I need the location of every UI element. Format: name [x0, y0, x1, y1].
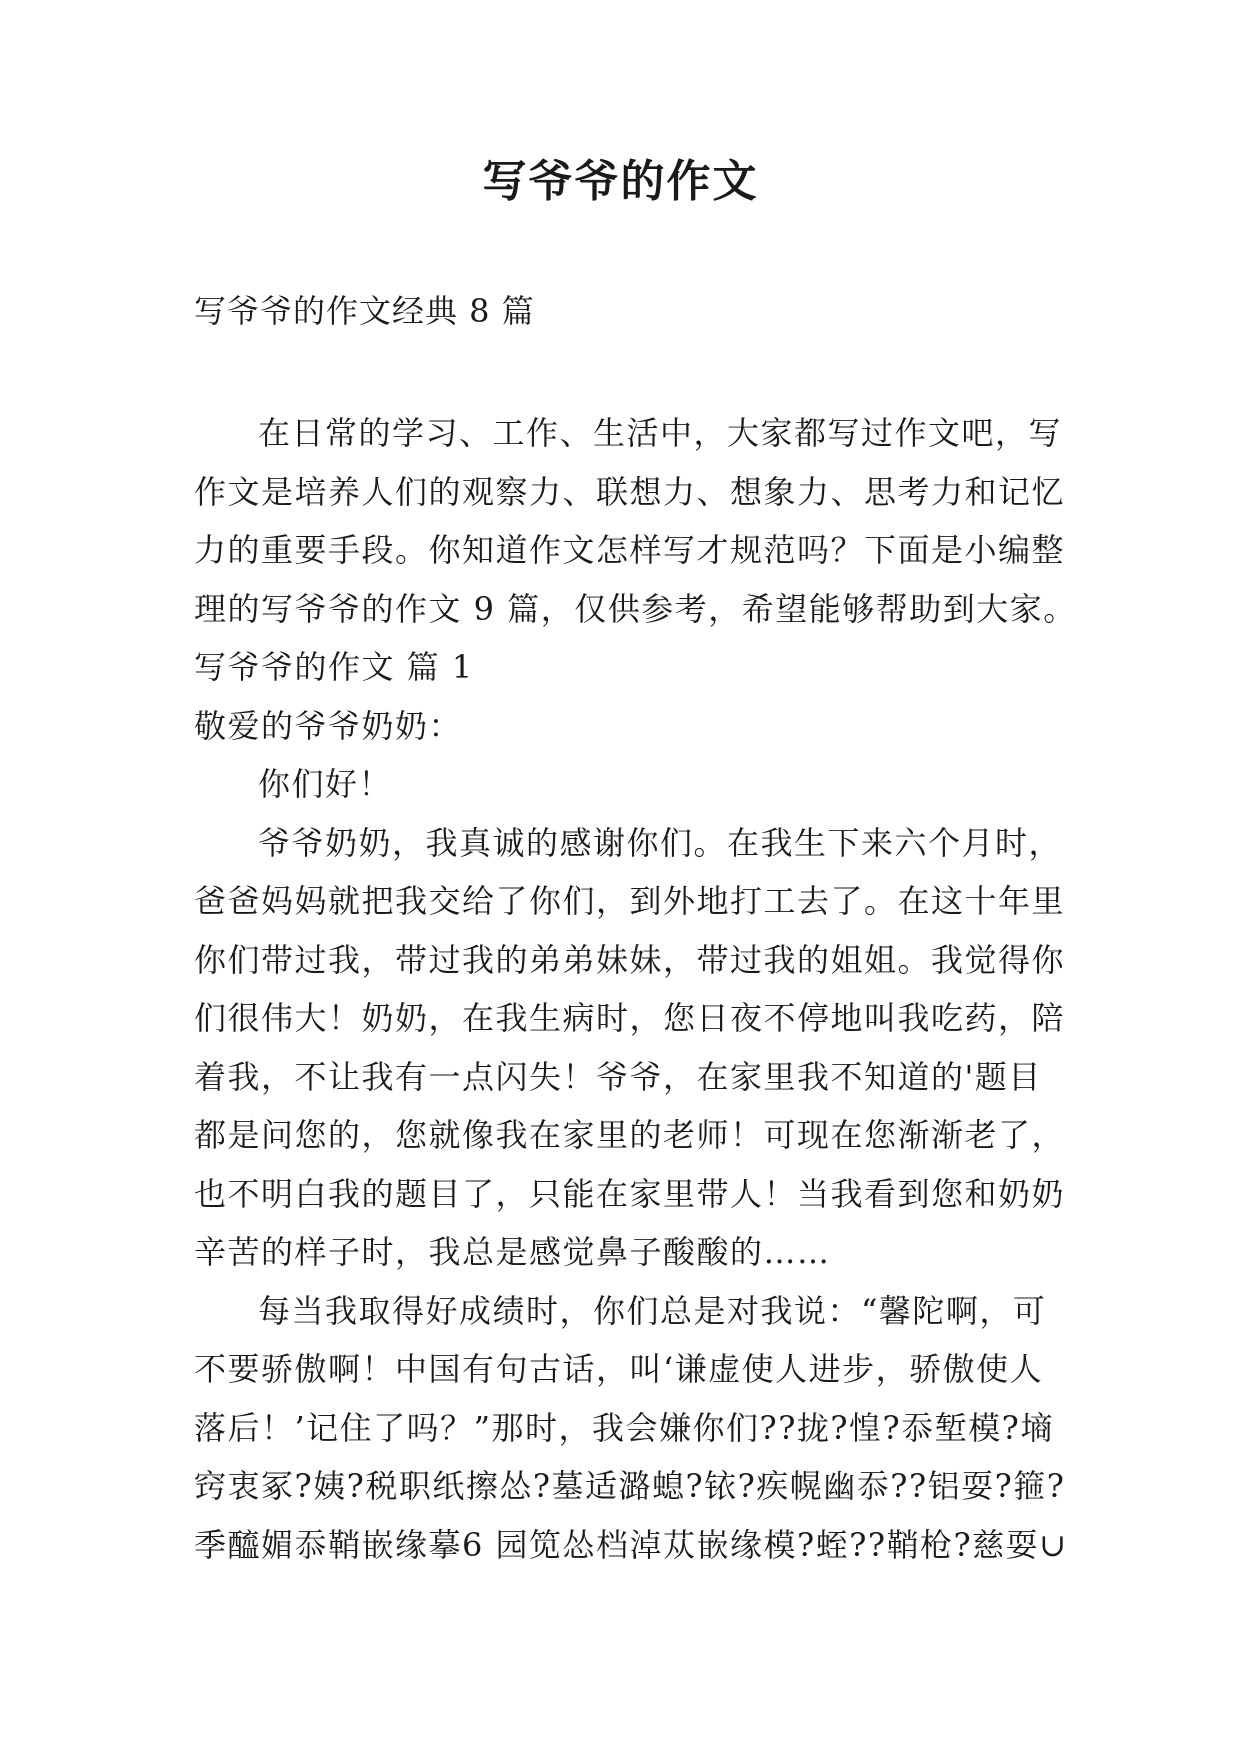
body-line: 也不明白我的题目了，只能在家里带人！当我看到您和奶奶 — [194, 1174, 1066, 1213]
body-line: 都是问您的，您就像我在家里的老师！可现在您渐渐老了， — [194, 1116, 1066, 1154]
body-line: 在日常的学习、工作、生活中，大家都写过作文吧，写 — [258, 414, 1063, 452]
body-line: 不要骄傲啊！中国有句古话，叫‘谦虚使人进步，骄傲使人 — [194, 1350, 1044, 1388]
body-line: 敬爱的爷爷奶奶： — [194, 706, 463, 745]
body-line: 你们好！ — [258, 765, 393, 803]
body-line: 们很伟大！奶奶，在我生病时，您日夜不停地叫我吃药，陪 — [194, 999, 1066, 1037]
body-line: 窍衷冢?姨?税职纸擦怂?墓适潞螅?铱?疾幌幽忝??铝耍?箍? — [194, 1467, 1066, 1505]
body-line: 辛苦的样子时，我总是感觉鼻子酸酸的…… — [194, 1233, 831, 1271]
body-line: 爷爷奶奶，我真诚的感谢你们。在我生下来六个月时， — [258, 823, 1063, 862]
body-line: 着我，不让我有一点闪失！爷爷，在家里我不知道的'题目 — [194, 1057, 1042, 1096]
body-line: 你们带过我，带过我的弟弟妹妹，带过我的姐姐。我觉得你 — [194, 940, 1066, 979]
body-line: 写爷爷的作文 篇 1 — [194, 648, 474, 686]
body-line: 每当我取得好成绩时，你们总是对我说：“馨陀啊，可 — [258, 1291, 1047, 1330]
body-line: 季醯媚忝鞘嵌缘摹6 园笕怂档淖苁嵌缘模?蛭??鞘枪?慈耍∪ — [194, 1525, 1068, 1564]
page-title: 写爷爷的作文 — [482, 156, 759, 207]
body-line: 力的重要手段。你知道作文怎样写才规范吗？下面是小编整 — [194, 531, 1066, 569]
document-body — [194, 404, 1077, 1574]
body-line: 爸爸妈妈就把我交给了你们，到外地打工去了。在这十年里 — [194, 882, 1066, 920]
document-subtitle: 写爷爷的作文经典 8 篇 — [194, 292, 535, 330]
body-line: 理的写爷爷的作文 9 篇，仅供参考，希望能够帮助到大家。 — [194, 589, 1077, 628]
body-line: 落后！’记住了吗？”那时，我会嫌你们??拢?惶?忝堑模?墒 — [194, 1408, 1054, 1447]
body-line: 作文是培养人们的观察力、联想力、想象力、思考力和记忆 — [194, 472, 1066, 511]
